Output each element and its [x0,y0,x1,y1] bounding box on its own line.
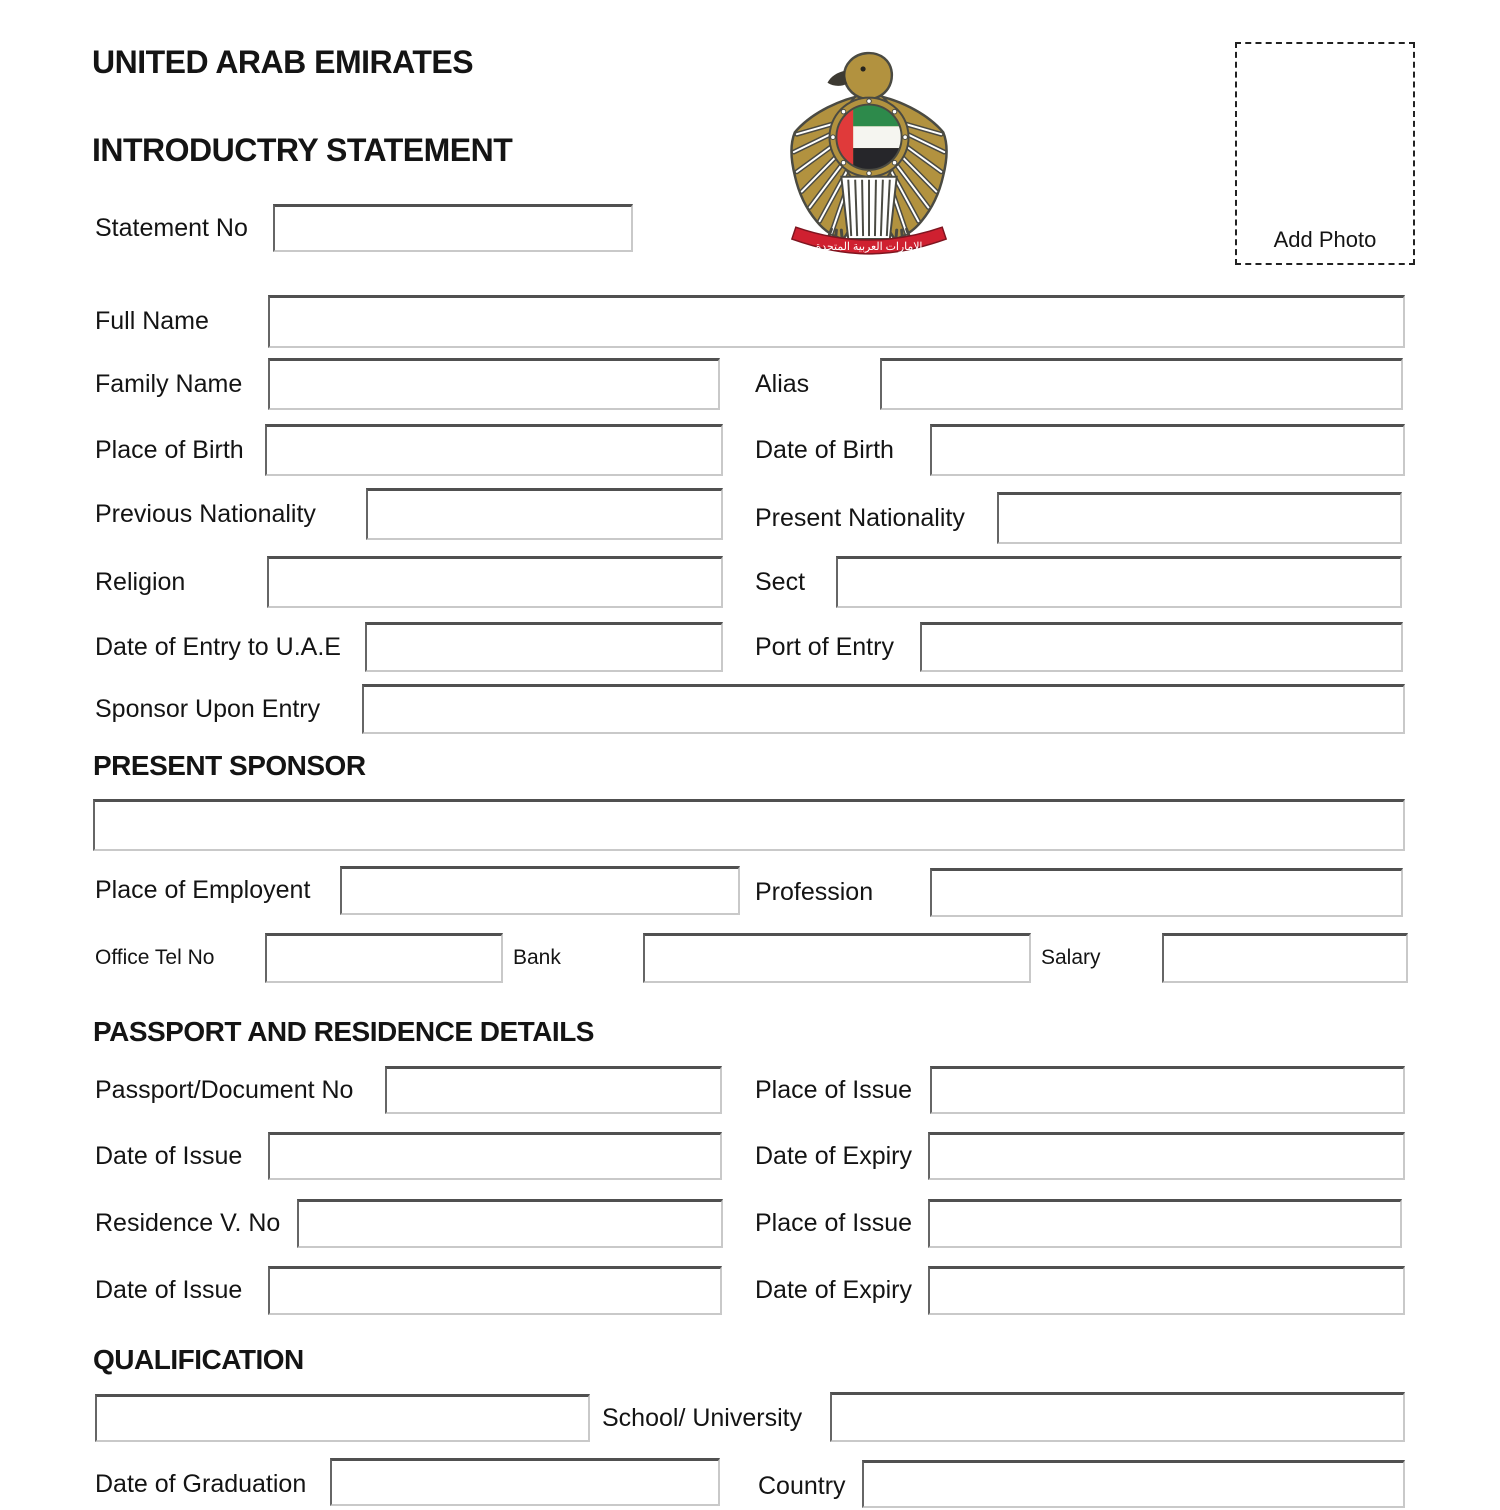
date-of-birth-label: Date of Birth [755,435,894,464]
family-name-label: Family Name [95,369,243,398]
profession-label: Profession [755,878,874,906]
passport-document-no-input[interactable] [385,1066,722,1114]
port-of-entry-input[interactable] [920,622,1403,672]
place-of-issue-passport-input[interactable] [930,1066,1405,1114]
alias-input[interactable] [880,358,1403,410]
place-of-issue-residence-label: Place of Issue [755,1209,913,1237]
country-input[interactable] [862,1460,1405,1508]
salary-input[interactable] [1162,933,1408,983]
bank-label: Bank [513,946,561,969]
present-sponsor-input[interactable] [93,799,1405,851]
passport-document-no-label: Passport/Document No [95,1075,354,1104]
country-label: Country [758,1471,846,1500]
sponsor-upon-entry-input[interactable] [362,684,1405,734]
place-of-employment-label: Place of Employent [95,876,311,904]
passport-heading: PASSPORT AND RESIDENCE DETAILS [93,1016,594,1047]
date-of-entry-label: Date of Entry to U.A.E [95,632,341,661]
date-of-birth-input[interactable] [930,424,1405,476]
date-of-graduation-input[interactable] [330,1458,720,1506]
previous-nationality-input[interactable] [366,488,723,540]
date-of-expiry-passport-input[interactable] [928,1132,1405,1180]
sponsor-upon-entry-label: Sponsor Upon Entry [95,694,321,723]
sect-input[interactable] [836,556,1402,608]
present-nationality-label: Present Nationality [755,503,965,532]
qualification-heading: QUALIFICATION [93,1344,304,1375]
date-of-entry-input[interactable] [365,622,723,672]
date-of-issue-passport-input[interactable] [268,1132,722,1180]
date-of-issue-passport-label: Date of Issue [95,1141,243,1170]
place-of-issue-residence-input[interactable] [928,1199,1402,1248]
add-photo-box[interactable] [1235,42,1415,265]
school-university-input[interactable] [830,1392,1405,1442]
office-tel-no-input[interactable] [265,933,503,983]
page-title: UNITED ARAB EMIRATES [92,44,474,80]
alias-label: Alias [755,369,810,398]
emblem-banner-text: الامارات العربية المتحدة [815,240,923,253]
form-title: INTRODUCTRY STATEMENT [92,132,513,168]
qualification-input[interactable] [95,1394,590,1442]
sect-label: Sect [755,567,806,596]
school-university-label: School/ University [602,1403,803,1432]
full-name-label: Full Name [95,307,209,335]
date-of-expiry-passport-label: Date of Expiry [755,1141,913,1170]
uae-emblem [782,45,960,263]
residence-v-no-input[interactable] [297,1199,723,1248]
date-of-graduation-label: Date of Graduation [95,1469,307,1498]
port-of-entry-label: Port of Entry [755,632,894,661]
profession-input[interactable] [930,868,1403,917]
religion-input[interactable] [267,556,723,608]
bank-input[interactable] [643,933,1031,983]
place-of-birth-label: Place of Birth [95,435,244,464]
place-of-employment-input[interactable] [340,866,740,915]
date-of-expiry-residence-label: Date of Expiry [755,1276,913,1304]
present-nationality-input[interactable] [997,492,1402,544]
place-of-birth-input[interactable] [265,424,723,476]
full-name-input[interactable] [268,295,1405,348]
add-photo-label: Add Photo [1273,227,1377,252]
date-of-issue-residence-input[interactable] [268,1266,722,1315]
religion-label: Religion [95,567,186,596]
salary-label: Salary [1041,946,1101,969]
office-tel-no-label: Office Tel No [95,946,215,969]
residence-v-no-label: Residence V. No [95,1209,281,1237]
family-name-input[interactable] [268,358,720,410]
place-of-issue-passport-label: Place of Issue [755,1075,913,1104]
statement-no-label: Statement No [95,213,248,242]
date-of-expiry-residence-input[interactable] [928,1266,1405,1315]
present-sponsor-heading: PRESENT SPONSOR [93,750,366,781]
eagle-head [844,53,892,100]
eagle-beak [827,71,847,86]
statement-no-input[interactable] [273,204,633,252]
date-of-issue-residence-label: Date of Issue [95,1276,243,1304]
previous-nationality-label: Previous Nationality [95,499,316,528]
eagle-eye [861,66,866,71]
